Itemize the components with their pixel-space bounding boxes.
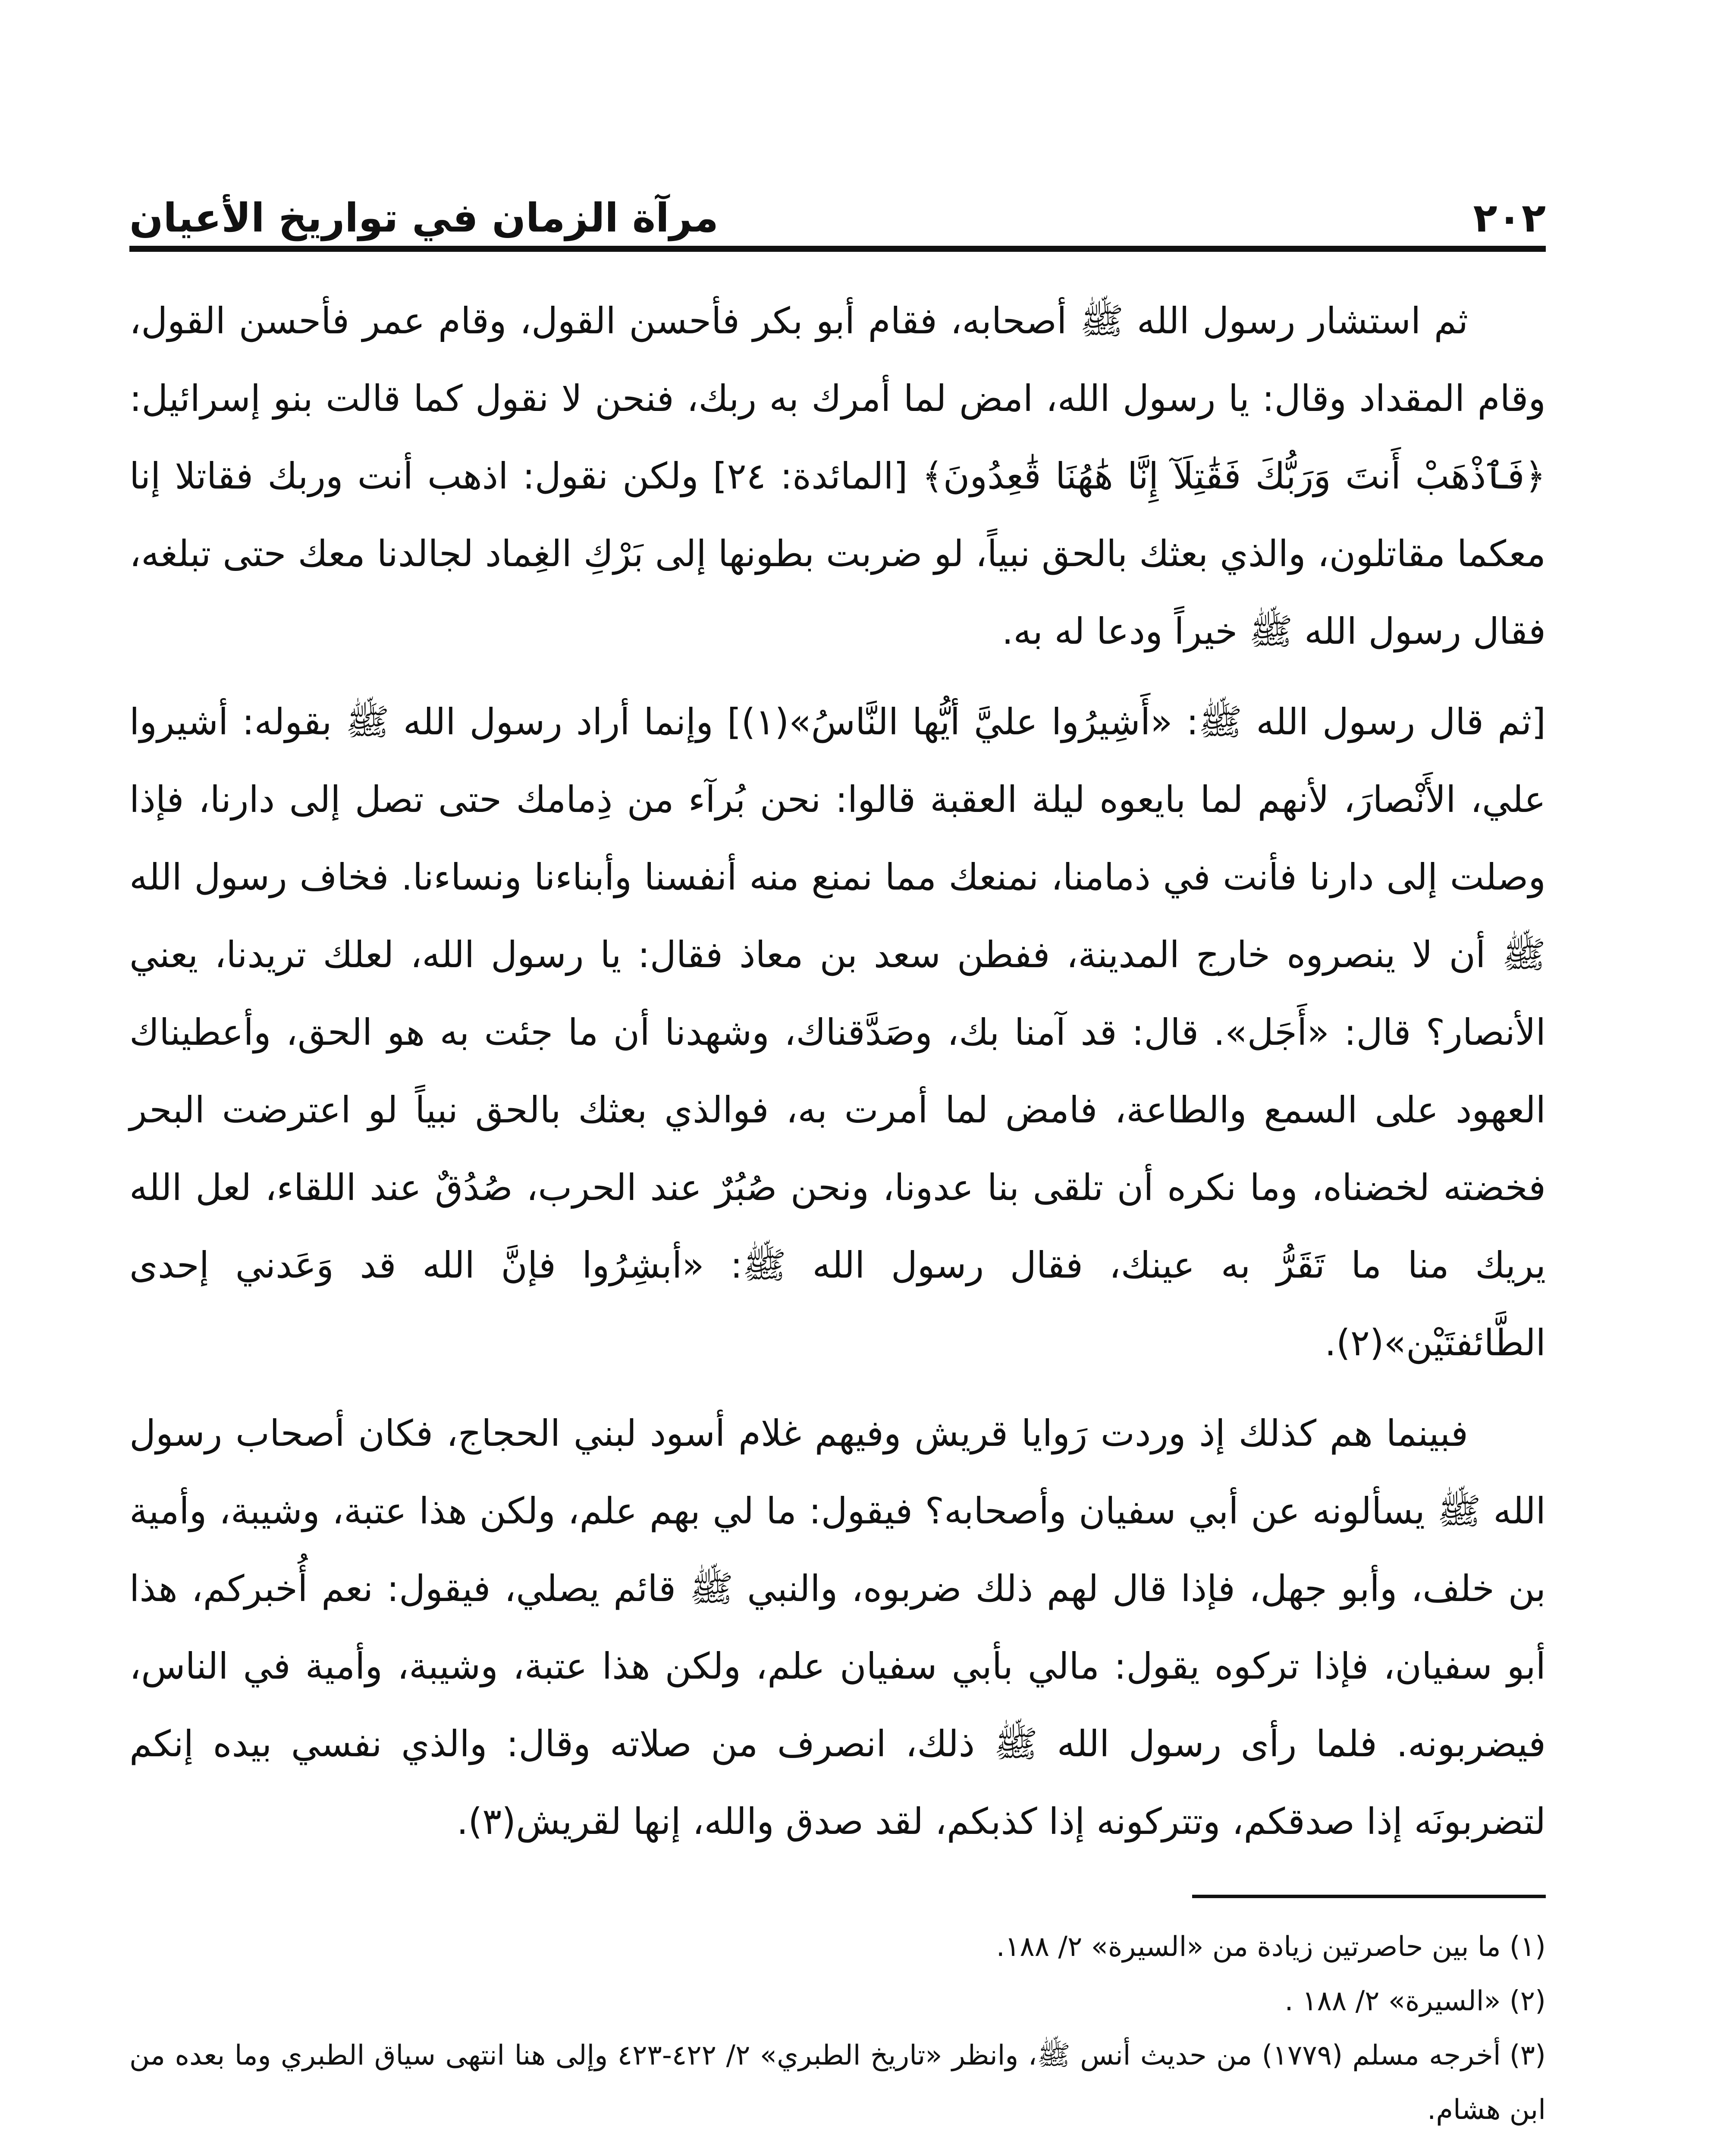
footnote-mark: (١) [1509,1931,1546,1963]
page-number: ٢٠٢ [1473,195,1546,241]
footnote-text: «السيرة» ٢/ ١٨٨ . [1284,1985,1501,2017]
footnote-mark: (٢) [1509,1985,1546,2017]
main-text [129,282,1546,1860]
footnote-text: أخرجه مسلم (١٧٧٩) من حديث أنس ﷺ، وانظر «تاريخ الطبري» ٢/ ٤٢٢-٤٢٣ وإلى هنا انتهى سياق الطبري وما بعده من ابن هشام. [129,2040,1546,2126]
paragraph-2: [ثم قال رسول الله ﷺ: «أَشِيرُوا عليَّ أيُّها النَّاسُ»(١)] وإنما أراد رسول الله ﷺ بقوله: أشيروا علي، الأَنْصارَ، لأنهم لما بايعوه ليلة العقبة قالوا: نحن بُرآء من ذِمامك حتى تصل إلى دارنا، فإذا وصلت إلى دارنا فأنت في ذمامنا، نمنعك مما نمنع منه أنفسنا وأبناءنا ونساءنا. فخاف رسول الله ﷺ أن لا ينصروه خارج المدينة، ففطن سعد بن معاذ فقال: يا رسول الله، لعلك تريدنا، يعني الأنصار؟ قال: «أَجَل». قال: قد آمنا بك، وصَدَّقناك، وشهدنا أن ما جئت به هو الحق، وأعطيناك العهود على السمع والطاعة، فامض لما أمرت به، فوالذي بعثك بالحق نبياً لو اعترضت البحر فخضته لخضناه، وما نكره أن تلقى بنا عدونا، ونحن صُبُرٌ عند الحرب، صُدُقٌ عند اللقاء، لعل الله يريك منا ما تَقَرُّ به عينك، فقال رسول الله ﷺ: «أبشِرُوا فإنَّ الله قد وَعَدني إحدى الطَّائفتَيْن»(٢). [129,701,1546,1364]
paragraph-1: ثم استشار رسول الله ﷺ أصحابه، فقام أبو بكر فأحسن القول، وقام عمر فأحسن القول، وقام المقداد وقال: يا رسول الله، امض لما أمرك به ربك، فنحن لا نقول كما قالت بنو إسرائيل: ﴿فَٱذْهَبْ أَنتَ وَرَبُّكَ فَقَٰتِلَآ إِنَّا هَٰهُنَا قَٰعِدُونَ﴾ [المائدة: ٢٤] ولكن نقول: اذهب أنت وربك فقاتلا إنا معكما مقاتلون، والذي بعثك بالحق نبياً، لو ضربت بطونها إلى بَرْكِ الغِماد لجالدنا معك حتى تبلغه، فقال رسول الله ﷺ خيراً ودعا له به. [129,300,1546,652]
footnotes [129,1920,1546,2137]
paragraph-3: فبينما هم كذلك إذ وردت رَوايا قريش وفيهم غلام أسود لبني الحجاج، فكان أصحاب رسول الله ﷺ يسألونه عن أبي سفيان وأصحابه؟ فيقول: ما لي بهم علم، ولكن هذا عتبة، وشيبة، وأمية بن خلف، وأبو جهل، فإذا قال لهم ذلك ضربوه، والنبي ﷺ قائم يصلي، فيقول: نعم أُخبركم، هذا أبو سفيان، فإذا تركوه يقول: مالي بأبي سفيان علم، ولكن هذا عتبة، وشيبة، وأمية في الناس، فيضربونه. فلما رأى رسول الله ﷺ ذلك، انصرف من صلاته وقال: والذي نفسي بيده إنكم لتضربونَه إذا صدقكم، وتتركونه إذا كذبكم، لقد صدق والله، إنها لقريش(٣). [129,1412,1546,1843]
footnote-1 [129,1920,1546,1974]
footnote-text: ما بين حاصرتين زيادة من «السيرة» ٢/ ١٨٨. [996,1931,1501,1963]
footnote-2 [129,1974,1546,2028]
footnote-3 [129,2028,1546,2137]
footnote-mark: (٣) [1509,2040,1546,2071]
running-title: مرآة الزمان في تواريخ الأعيان [129,195,719,241]
footnote-separator [1192,1895,1546,1898]
page-header [129,181,1546,252]
